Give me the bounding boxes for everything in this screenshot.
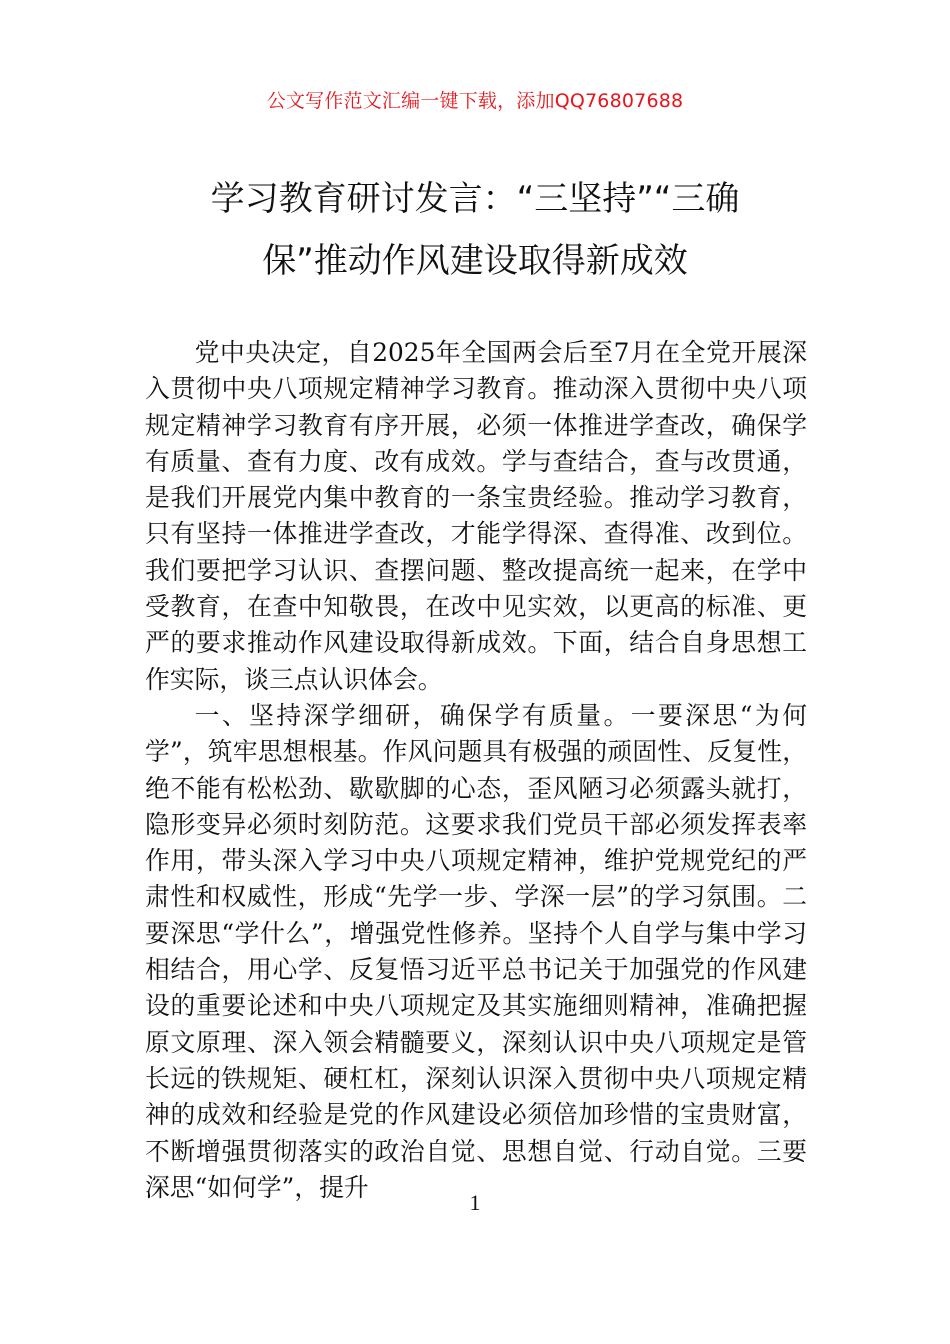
title-line-2: 保”推动作风建设取得新成效 (262, 241, 688, 281)
paragraph-section-one: 一、坚持深学细研，确保学有质量。一要深思“为何学”，筑牢思想根基。作风问题具有极强的顽固性、反复性，绝不能有松松劲、歇歇脚的心态，歪风陋习必须露头就打，隐形变异必须时刻防范。这要求我们党员干部必须发挥表率作用，带头深入学习中央八项规定精神，维护党规党纪的严肃性和权威性，形成“先学一步、学深一层”的学习氛围。二要深思“学什么”，增强党性修养。坚持个人自学与集中学习相结合，用心学、反复悟习近平总书记关于加强党的作风建设的重要论述和中央八项规定及其实施细则精神，准确把握原文原理、深入领会精髓要义，深刻认识中央八项规定是管长远的铁规矩、硬杠杠，深刻认识深入贯彻中央八项规定精神的成效和经验是党的作风建设必须倍加珍惜的宝贵财富，不断增强贯彻落实的政治自觉、思想自觉、行动自觉。三要深思“如何学”，提升 (145, 700, 807, 1202)
document-title (145, 168, 805, 292)
page-number: 1 (469, 1190, 481, 1215)
document-body (145, 335, 807, 1206)
title-line-1: 学习教育研讨发言：“三坚持”“三确 (210, 179, 740, 219)
download-banner: 公文写作范文汇编一键下载，添加QQ76807688 (266, 90, 684, 112)
paragraph-intro: 党中央决定，自2025年全国两会后至7月在全党开展深入贯彻中央八项规定精神学习教育。推动深入贯彻中央八项规定精神学习教育有序开展，必须一体推进学查改，确保学有质量、查有力度、改有成效。学与查结合，查与改贯通，是我们开展党内集中教育的一条宝贵经验。推动学习教育，只有坚持一体推进学查改，才能学得深、查得准、改到位。我们要把学习认识、查摆问题、整改提高统一起来，在学中受教育，在查中知敬畏，在改中见实效，以更高的标准、更严的要求推动作风建设取得新成效。下面，结合自身思想工作实际，谈三点认识体会。 (145, 338, 807, 694)
